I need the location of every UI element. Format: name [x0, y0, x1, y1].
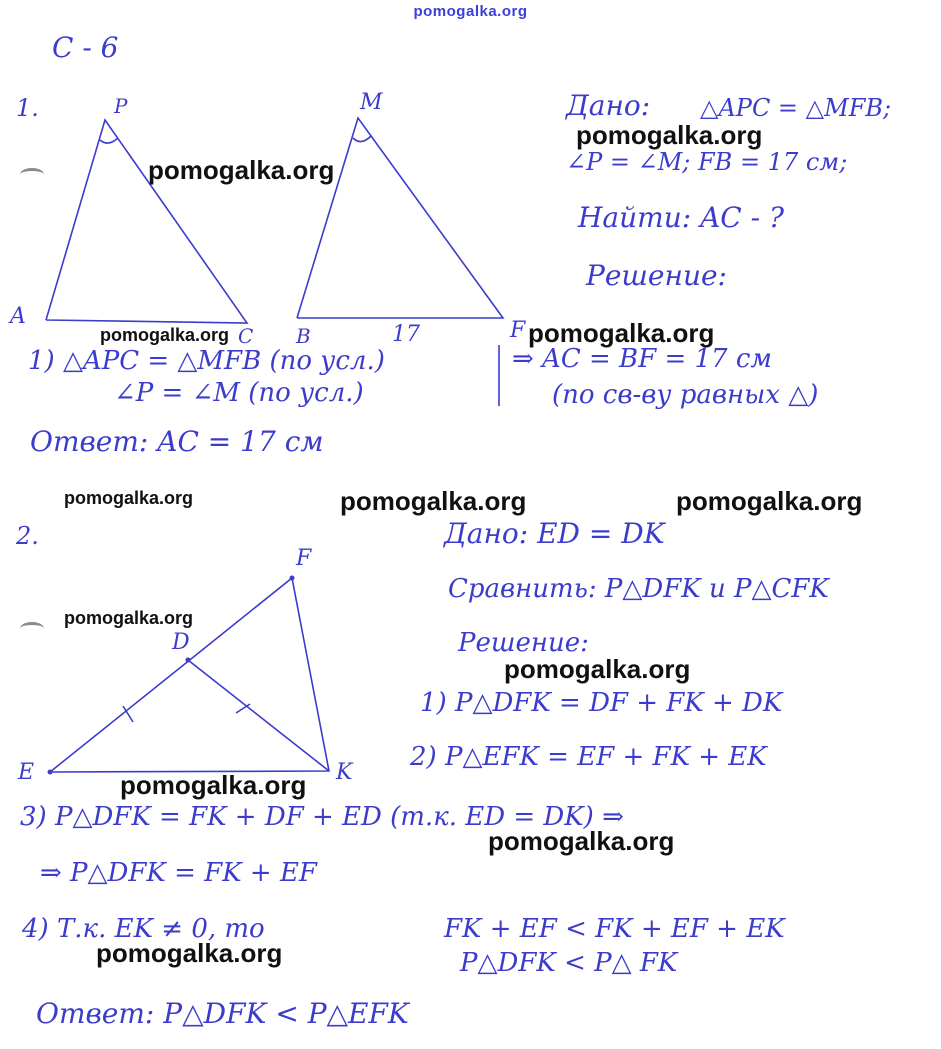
watermark: pomogalka.org: [340, 486, 527, 516]
task2-solution-title: Решение:: [458, 628, 589, 658]
task2-step4: 4) Т.к. EK ≠ 0, то: [22, 914, 265, 944]
vertex-label-d: D: [172, 630, 190, 655]
angle-mark-m: [353, 136, 371, 142]
side-length-label: 17: [392, 322, 420, 347]
task2-answer: Ответ: P△DFK < P△EFK: [36, 997, 409, 1030]
task1-answer: Ответ: AC = 17 см: [30, 425, 324, 458]
task2-step2: 2) P△EFK = EF + FK + EK: [410, 742, 767, 772]
point-e: [48, 770, 53, 775]
task2-step4-b: FK + EF < FK + EF + EK: [444, 914, 785, 944]
watermark: pomogalka.org: [120, 770, 307, 800]
vertex-label-c: C: [238, 324, 254, 348]
point-f: [290, 576, 295, 581]
vertex-label-f2: F: [296, 546, 312, 571]
triangle-apc: [46, 120, 247, 323]
triangle-mfb: [297, 118, 503, 318]
task1-step1-c: ⇒ AC = BF = 17 см: [512, 344, 772, 374]
watermark: pomogalka.org: [96, 938, 283, 968]
task2-step3: 3) P△DFK = FK + DF + ED (т.к. ED = DK) ⇒: [20, 802, 624, 832]
point-d: [186, 658, 191, 663]
task1-find: Найти: AC - ?: [578, 201, 784, 234]
angle-mark-p: [100, 138, 118, 143]
task1-given-title: Дано:: [566, 89, 651, 122]
task2-step4-c: P△DFK < P△ FK: [460, 948, 678, 978]
tick-ed: [123, 706, 133, 722]
task2-given: Дано: ED = DK: [444, 517, 665, 550]
tick-dk: [236, 704, 250, 713]
watermark: pomogalka.org: [64, 488, 194, 508]
task1-solution-title: Решение:: [586, 259, 727, 292]
watermark-top: pomogalka.org: [413, 3, 528, 20]
task2-number: 2.: [16, 522, 39, 550]
task1-step1-b: ∠P = ∠M (по усл.): [114, 378, 364, 408]
watermark: pomogalka.org: [100, 325, 230, 345]
vertex-label-b: B: [296, 324, 311, 348]
watermark: pomogalka.org: [676, 486, 863, 516]
variant-label: С - 6: [52, 31, 119, 64]
watermark: pomogalka.org: [528, 318, 715, 348]
task1-number: 1.: [16, 94, 39, 122]
task1-given-line2: ∠P = ∠M; FB = 17 см;: [566, 148, 848, 176]
task1-given-line1: △APC = △MFB;: [700, 94, 892, 122]
task2-step3-b: ⇒ P△DFK = FK + EF: [40, 858, 317, 888]
task1-step1-a: 1) △APC = △MFB (по усл.): [28, 346, 385, 376]
watermark: pomogalka.org: [148, 155, 335, 185]
watermark: pomogalka.org: [64, 608, 194, 628]
vertex-label-a: A: [10, 304, 26, 329]
vertex-label-k: K: [336, 760, 353, 785]
watermark: pomogalka.org: [488, 826, 675, 856]
task2-compare: Сравнить: P△DFK и P△CFK: [448, 574, 829, 604]
task1-step1-d: (по св-ву равных △): [552, 380, 819, 410]
task2-step1: 1) P△DFK = DF + FK + DK: [420, 688, 783, 718]
vertex-label-p: P: [114, 94, 128, 118]
watermark: pomogalka.org: [576, 120, 763, 150]
segment-dk: [188, 660, 329, 771]
watermark: pomogalka.org: [504, 654, 691, 684]
vertex-label-f: F: [510, 318, 526, 343]
vertex-label-m: M: [360, 90, 383, 115]
vertex-label-e: E: [18, 760, 35, 785]
